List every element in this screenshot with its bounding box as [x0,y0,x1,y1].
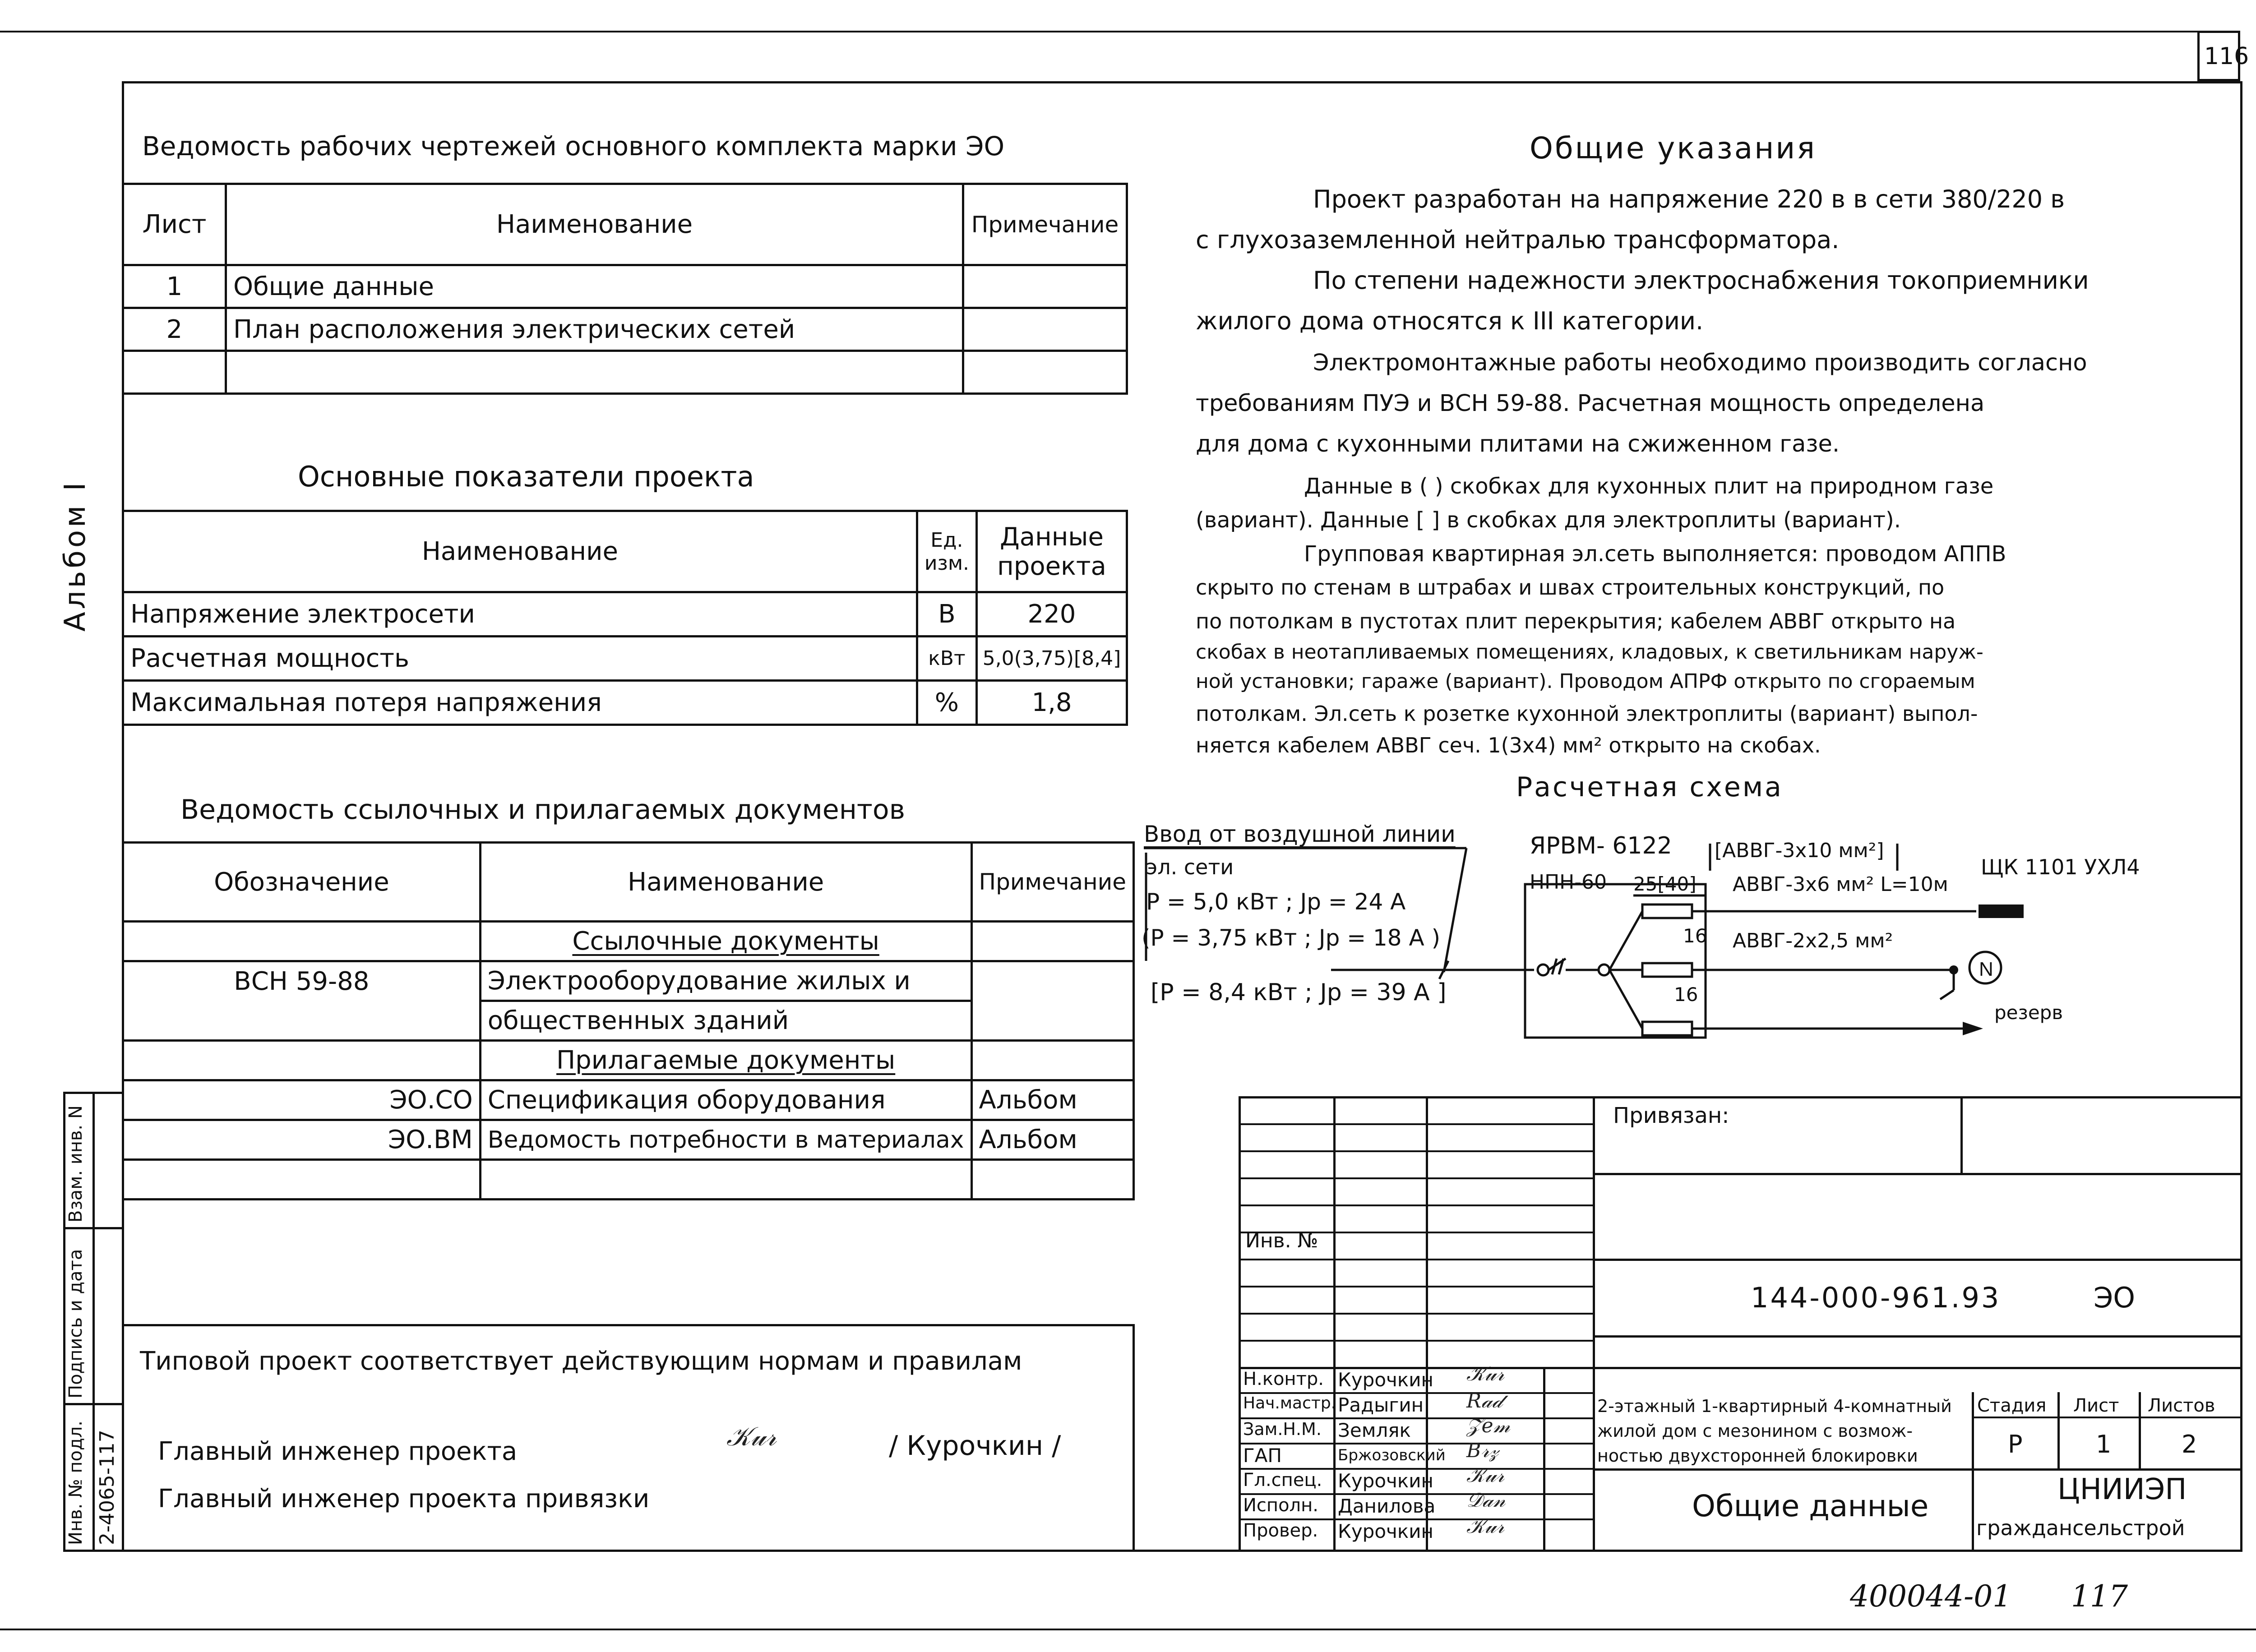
scheme-cable2: АВВГ-2х2,5 мм² [1733,929,1893,952]
fuse-1 [1642,904,1692,918]
object-line2: жилой дом с мезонином с возмож- [1597,1421,1913,1441]
col-note-header: Примечание [963,184,1127,265]
table-row: ЭО.СО Спецификация оборудования Альбом [123,1080,1134,1120]
scheme-cable0: [АВВГ-3х10 мм²] [1715,839,1884,862]
inv-value: 2-4065-117 [96,1430,119,1545]
approval-text: Типовой проект соответствует действующим нормам и правилам [140,1347,1022,1376]
object-line3: ностью двухсторонней блокировки [1597,1446,1918,1466]
input-leader [1444,848,1466,972]
scheme-cable1: АВВГ-3х6 мм² L=10м [1733,873,1948,896]
ref-section-title: Ссылочные документы [480,922,971,961]
table-row: Напряжение электросети В 220 [123,592,1127,637]
sheet-header: Лист [2073,1395,2119,1416]
stage-header: Стадия [1977,1395,2047,1416]
page-number: 117 [2071,1579,2128,1614]
table-row: ЭО.ВМ Ведомость потребности в материалах Альбом [123,1120,1134,1160]
sheets-value: 2 [2182,1430,2197,1458]
breaker-contact-1 [1538,964,1549,975]
object-line1: 2-этажный 1-квартирный 4-комнатный [1597,1396,1952,1416]
signature-icon: 𝑅𝒶𝒹 [1466,1389,1502,1412]
fuse-2 [1642,963,1692,977]
scheme-title: Расчетная схема [1516,771,1783,803]
col-name-header: Наименование [226,184,963,265]
signature-icon: 𝒦𝓊𝓇 [1466,1464,1505,1487]
signature-icon: 𝒦𝓊𝓇 [726,1421,777,1452]
table-row: 2 План расположения электрических сетей [123,308,1127,351]
inv-label: Инв. № подл. [65,1421,86,1545]
fuse-3 [1642,1022,1692,1035]
scheme-p3: [Р = 8,4 кВт ; Jр = 39 А ] [1151,979,1447,1006]
approval-role1: Главный инженер проекта [158,1437,518,1466]
neutral-label: N [1979,958,1993,980]
ref-name-header: Наименование [480,843,971,922]
col-sheet-header: Лист [123,184,226,265]
reserve-arrow [1963,1022,1983,1035]
org-line2: гражданcельстрой [1976,1516,2185,1540]
breaker-contact-2 [1599,964,1609,975]
stage-value: Р [2008,1430,2023,1458]
sheet-value: 1 [2096,1430,2112,1458]
album-label: Альбом I [59,480,92,632]
table-row-cont: общественных зданий [123,1001,1134,1041]
sheets-header: Листов [2148,1395,2215,1416]
ref-note-header: Примечание [971,843,1133,922]
sheet-number: 116 [2204,43,2249,70]
tied-label: Привязан: [1613,1103,1729,1128]
notes-title: Общие указания [1530,131,1817,166]
archive-number: 400044-01 [1850,1579,2012,1614]
scheme-input-label2: эл. сети [1146,855,1234,879]
signature-icon: 𝐵𝓇𝓏 [1466,1439,1499,1462]
shield-box [1979,904,2024,918]
scheme-breaker: НПН-60 [1530,871,1607,894]
org-line1: ЦНИИЭП [2057,1473,2187,1506]
scheme-fuse2: 16 [1683,925,1707,947]
scheme-panel: ЯРВМ- 6122 [1530,832,1672,859]
ref-code-header: Обозначение [123,843,481,922]
doc-mark: ЭО [2094,1281,2136,1314]
replace-label: Взам. инв. N [65,1105,86,1223]
att-section-title: Прилагаемые документы [480,1041,971,1080]
table-row: ВСН 59-88 Электрооборудование жилых и [123,961,1134,1001]
ind-name-header: Наименование [123,511,917,592]
scheme-fuse3: 16 [1674,983,1698,1006]
signature-icon: 𝒦𝓊𝓇 [1466,1515,1505,1538]
drawings-list-title: Ведомость рабочих чертежей основного комплекта марки ЭО [142,131,1005,162]
scheme-p2: (Р = 3,75 кВт ; Jр = 18 А ) [1142,925,1441,951]
ind-value-header: Данные проекта [977,511,1127,592]
signature-icon: 𝒦𝓊𝓇 [1466,1362,1505,1385]
signature-icon: 𝒵𝑒𝓂 [1466,1414,1510,1437]
scheme-reserve: резерв [1994,1001,2063,1024]
doc-title: Общие данные [1692,1489,1929,1523]
signature-icon: 𝒟𝒶𝓃 [1466,1489,1506,1512]
sign-label: Подпись и дата [65,1249,86,1398]
references-title: Ведомость ссылочных и прилагаемых документов [180,794,905,826]
table-row: Максимальная потеря напряжения % 1,8 [123,681,1127,725]
approval-name1: / Курочкин / [889,1430,1061,1462]
doc-code: 144-000-961.93 [1751,1281,2001,1314]
table-row: Расчетная мощность кВт 5,0(3,75)[8,4] [123,637,1127,681]
scheme-p1: Р = 5,0 кВт ; Jр = 24 А [1146,889,1406,915]
inv-no-label: Инв. № [1245,1229,1318,1252]
scheme-shield: ЩК 1101 УХЛ4 [1981,855,2140,879]
table-row: 1 Общие данные [123,265,1127,308]
indicators-title: Основные показатели проекта [298,460,754,493]
scheme-fuse1: 25[40] [1633,873,1697,895]
ind-unit-header: Ед. изм. [917,511,976,592]
approval-role2: Главный инженер проекта привязки [158,1484,650,1514]
scheme-input-label: Ввод от воздушной линии [1144,821,1456,847]
